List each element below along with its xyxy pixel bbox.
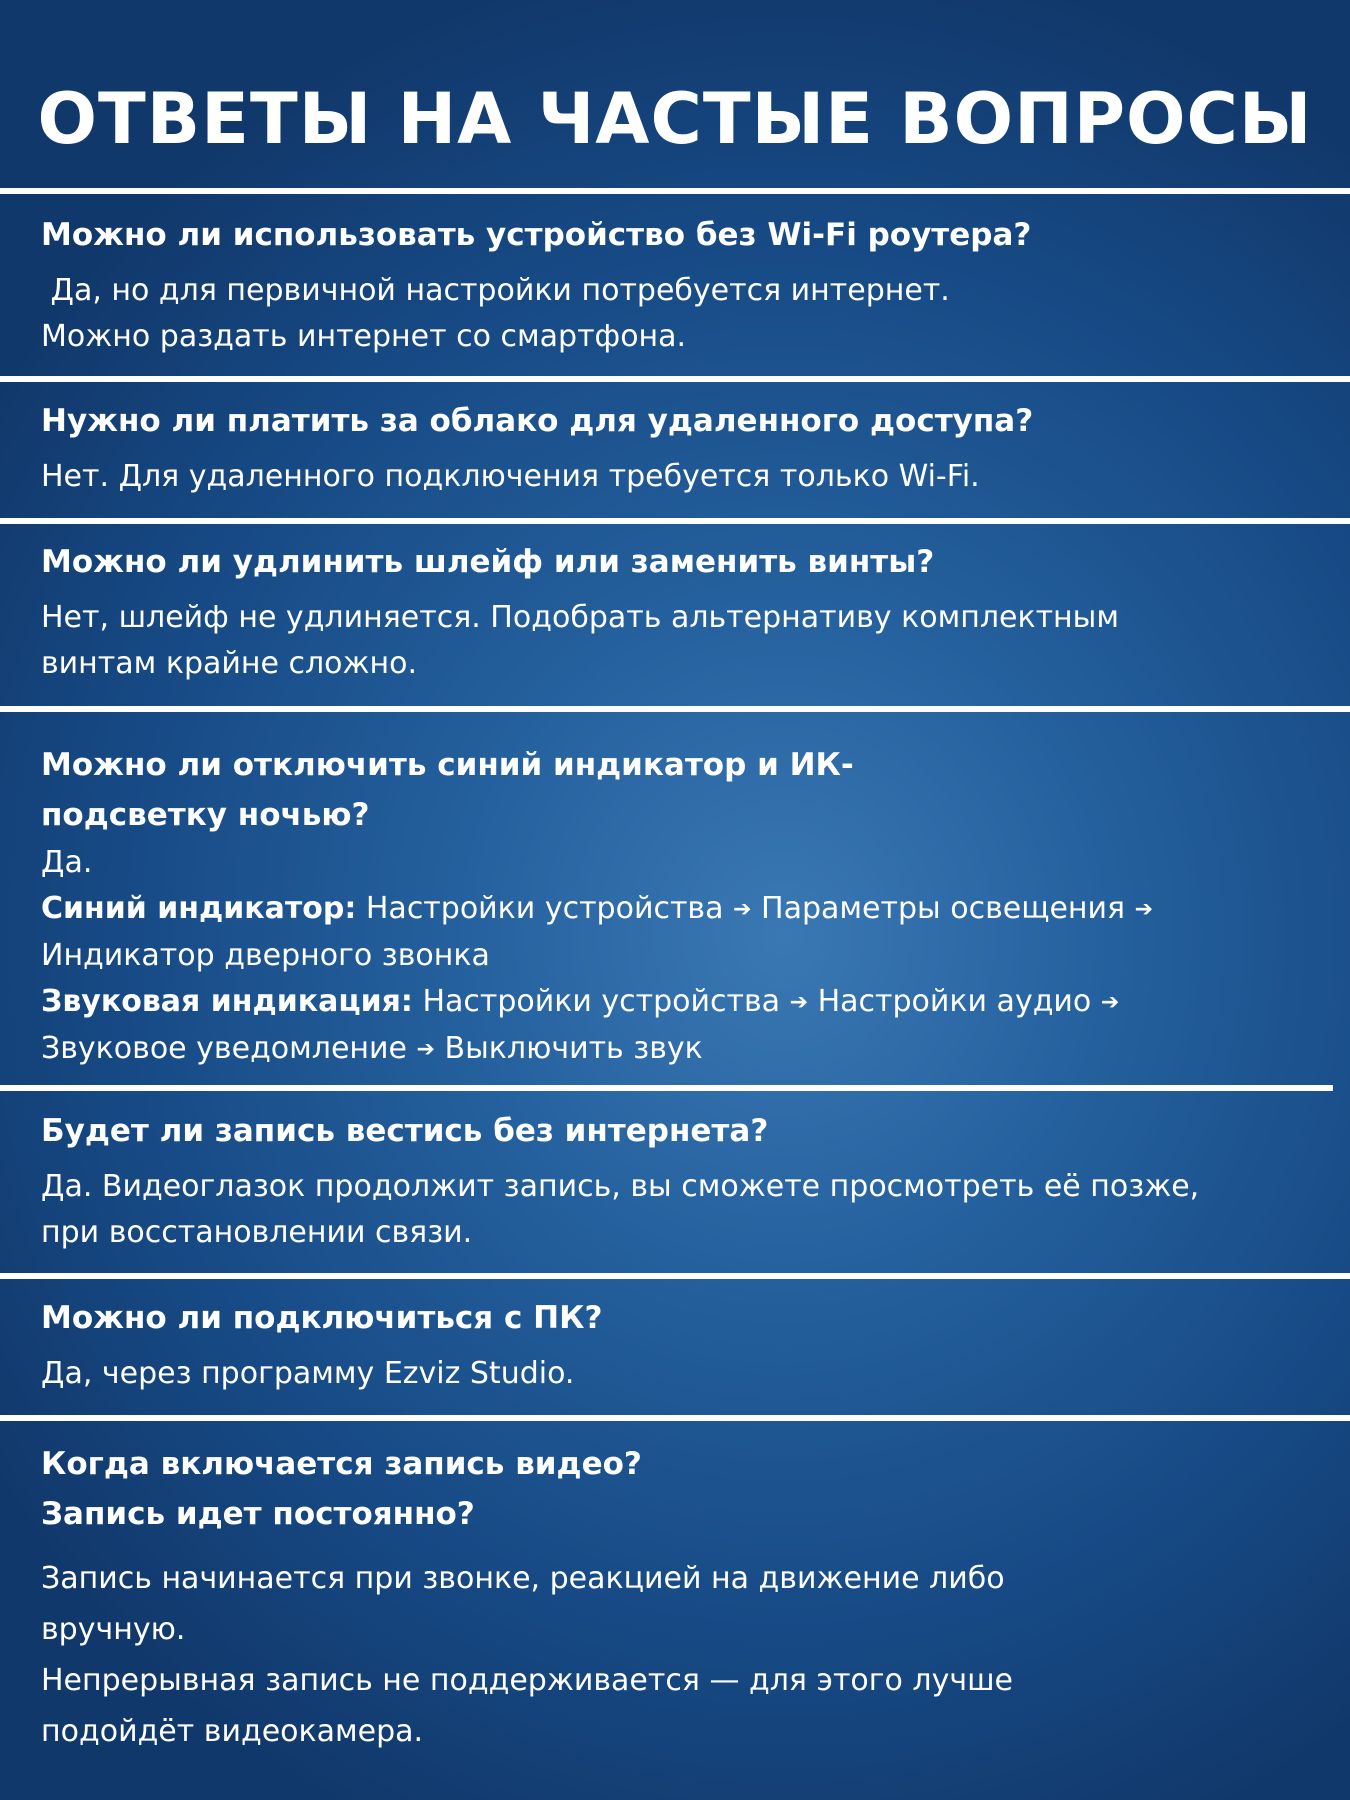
divider bbox=[0, 706, 1350, 712]
faq-question: Можно ли подключиться с ПК? bbox=[41, 1300, 603, 1336]
faq-answer-intro: Да. bbox=[41, 845, 93, 880]
settings-path-step: Выключить звук bbox=[444, 1031, 703, 1066]
arrow-icon: ➔ bbox=[416, 1037, 435, 1062]
arrow-icon: ➔ bbox=[1100, 990, 1120, 1015]
settings-path-step: Параметры освещения bbox=[761, 891, 1126, 926]
arrow-icon: ➔ bbox=[1134, 897, 1154, 922]
page-title: ОТВЕТЫ НА ЧАСТЫЕ ВОПРОСЫ bbox=[37, 78, 1313, 160]
faq-answer-line bbox=[41, 933, 1342, 979]
divider bbox=[0, 188, 1350, 194]
settings-path-step: Индикатор дверного звонка bbox=[41, 938, 490, 973]
faq-answer-line: Да. Видеоглазок продолжит запись, вы сможете просмотреть её позже, bbox=[41, 1169, 1200, 1204]
faq-question: Можно ли удлинить шлейф или заменить винты? bbox=[41, 544, 935, 580]
faq-answer-line: Да, но для первичной настройки потребуется интернет. bbox=[41, 273, 950, 308]
faq-question: Будет ли запись вестись без интернета? bbox=[41, 1113, 769, 1149]
faq-answer-line: подойдёт видеокамера. bbox=[41, 1714, 424, 1749]
faq-answer-line: Непрерывная запись не поддерживается — для этого лучше bbox=[41, 1663, 1013, 1698]
faq-answer-line: винтам крайне сложно. bbox=[41, 646, 418, 681]
faq-question-line: Можно ли отключить синий индикатор и ИК- bbox=[41, 747, 854, 783]
divider bbox=[0, 376, 1350, 382]
faq-item bbox=[41, 210, 1342, 360]
faq-item bbox=[41, 537, 1342, 687]
faq-question-line: Запись идет постоянно? bbox=[41, 1496, 475, 1532]
faq-item bbox=[41, 1106, 1342, 1256]
faq-answer-line: Запись начинается при звонке, реакцией на движение либо bbox=[41, 1561, 1005, 1596]
arrow-icon: ➔ bbox=[733, 897, 752, 922]
faq-answer-line: Можно раздать интернет со смартфона. bbox=[41, 319, 687, 354]
faq-answer-line bbox=[41, 1026, 1342, 1073]
blue-indicator-label: Синий индикатор bbox=[41, 891, 345, 926]
divider bbox=[0, 518, 1350, 524]
colon: : bbox=[400, 984, 413, 1019]
settings-path-step: Звуковое уведомление bbox=[41, 1031, 407, 1066]
settings-path-step: Настройки устройства bbox=[422, 984, 781, 1019]
divider bbox=[0, 1085, 1333, 1091]
faq-answer-line: Да, через программу Ezviz Studio. bbox=[41, 1356, 575, 1391]
faq-item bbox=[41, 1293, 1342, 1397]
faq-question: Можно ли использовать устройство без Wi-Fi роутера? bbox=[41, 217, 1032, 253]
settings-path-step: Настройки аудио bbox=[817, 984, 1092, 1019]
colon: : bbox=[344, 891, 357, 926]
faq-item bbox=[41, 1439, 1342, 1757]
faq-question-line: подсветку ночью? bbox=[41, 797, 370, 833]
faq-answer-line: при восстановлении связи. bbox=[41, 1215, 473, 1250]
faq-question: Нужно ли платить за облако для удаленного доступа? bbox=[41, 403, 1034, 439]
sound-indication-label: Звуковая индикация bbox=[41, 984, 401, 1019]
faq-item bbox=[41, 740, 1342, 1073]
arrow-icon: ➔ bbox=[789, 990, 809, 1015]
settings-path-step: Настройки устройства bbox=[365, 891, 724, 926]
faq-answer-line: Нет, шлейф не удлиняется. Подобрать альтернативу комплектным bbox=[41, 600, 1119, 635]
faq-question-line: Когда включается запись видео? bbox=[41, 1446, 642, 1482]
divider bbox=[0, 1415, 1350, 1421]
faq-answer-line: вручную. bbox=[41, 1612, 186, 1647]
faq-answer-line: Нет. Для удаленного подключения требуется только Wi-Fi. bbox=[41, 459, 980, 494]
faq-answer-line bbox=[41, 886, 1342, 933]
faq-item bbox=[41, 396, 1342, 500]
faq-answer-line bbox=[41, 979, 1342, 1026]
divider bbox=[0, 1273, 1350, 1279]
